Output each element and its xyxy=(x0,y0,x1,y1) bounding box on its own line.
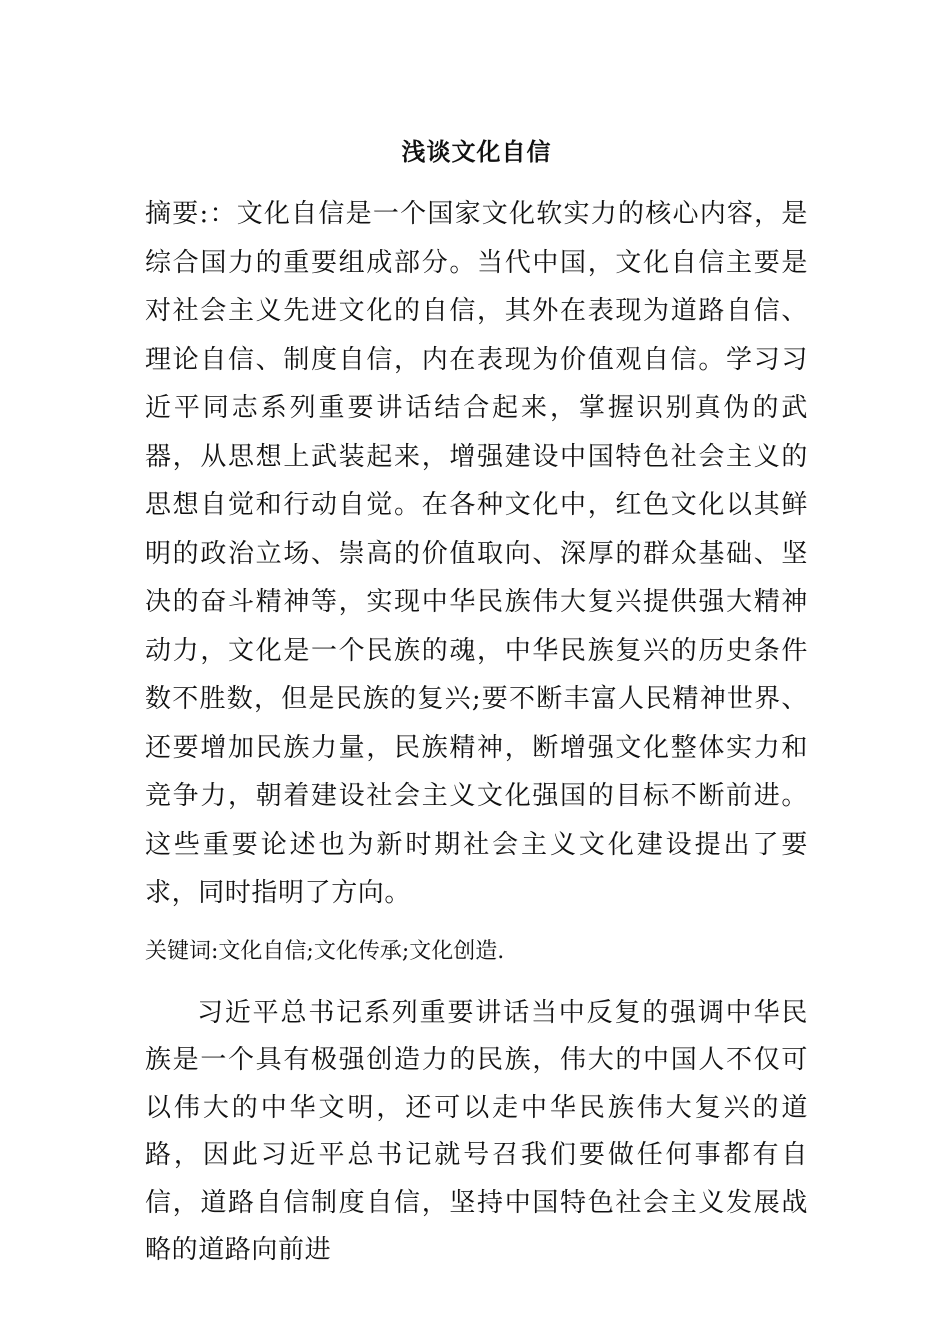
abstract-paragraph: 摘要:：文化自信是一个国家文化软实力的核心内容，是综合国力的重要组成部分。当代中国，文化自信主要是对社会主义先进文化的自信，其外在表现为道路自信、理论自信、制度自信，内在表现为价值观自信。学习习近平同志系列重要讲话结合起来，掌握识别真伪的武器，从思想上武装起来，增强建设中国特色社会主义的思想自觉和行动自觉。在各种文化中，红色文化以其鲜明的政治立场、崇高的价值取向、深厚的群众基础、坚决的奋斗精神等，实现中华民族伟大复兴提供强大精神动力，文化是一个民族的魂，中华民族复兴的历史条件数不胜数，但是民族的复兴;要不断丰富人民精神世界、还要增加民族力量，民族精神，断增强文化整体实力和竞争力，朝着建设社会主义文化强国的目标不断前进。这些重要论述也为新时期社会主义文化建设提出了要求，同时指明了方向。 xyxy=(145,199,808,908)
document-page xyxy=(145,132,808,1275)
body-paragraph: 习近平总书记系列重要讲话当中反复的强调中华民族是一个具有极强创造力的民族，伟大的中国人不仅可以伟大的中华文明，还可以走中华民族伟大复兴的道路，因此习近平总书记就号召我们要做任何事都有自信，道路自信制度自信，坚持中国特色社会主义发展战略的道路向前进 xyxy=(145,997,808,1265)
keywords-line: 关键词:文化自信;文化传承;文化创造. xyxy=(145,938,505,964)
document-title: 浅谈文化自信 xyxy=(401,137,552,166)
